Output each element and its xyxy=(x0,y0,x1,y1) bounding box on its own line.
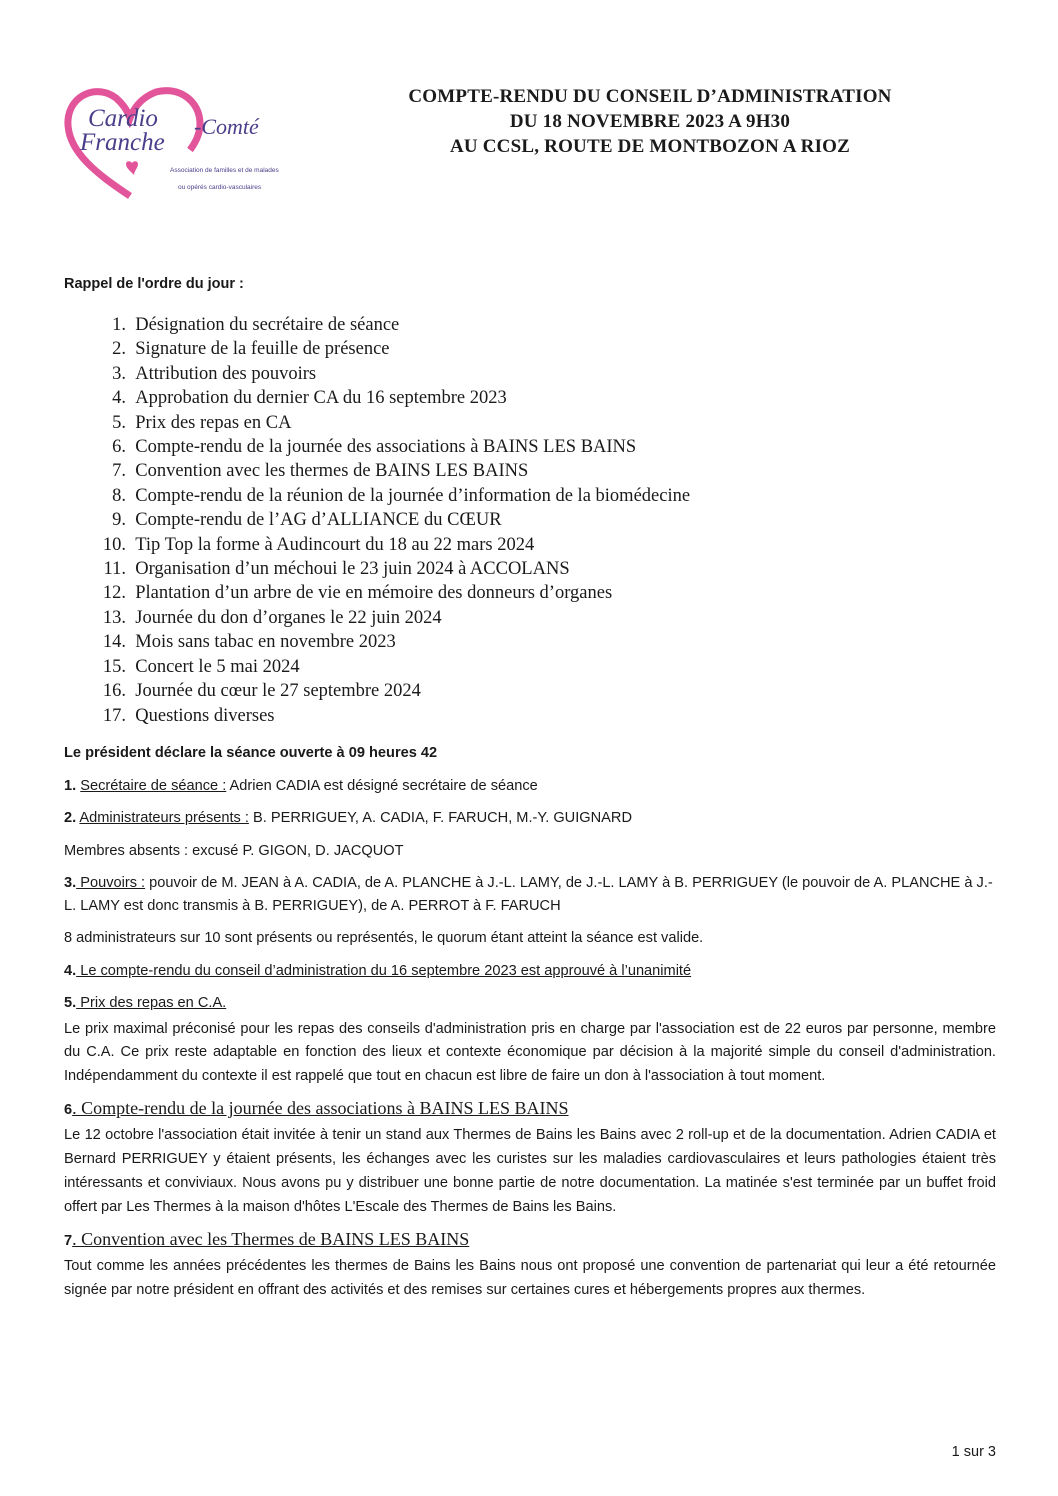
agenda-item-number: 17. xyxy=(102,705,126,726)
agenda-item xyxy=(88,362,690,386)
document-header xyxy=(330,84,970,159)
agenda-list xyxy=(88,313,690,728)
section-1-number: 1. xyxy=(64,777,77,794)
quorum-statement: 8 administrateurs sur 10 sont présents ou représentés, le quorum étant atteint la séance est valide. xyxy=(64,930,704,946)
agenda-item xyxy=(88,386,690,410)
agenda-item-text: Compte-rendu de la journée des associations à BAINS LES BAINS xyxy=(135,437,637,458)
section-1-title: Secrétaire de séance : xyxy=(80,777,227,794)
agenda-item-text: Compte-rendu de l’AG d’ALLIANCE du CŒUR xyxy=(135,510,502,531)
header-line-1: COMPTE-RENDU DU CONSEIL D’ADMINISTRATION xyxy=(408,86,892,107)
agenda-item-number: 15. xyxy=(102,656,126,677)
association-logo xyxy=(60,78,290,206)
agenda-item-text: Organisation d’un méchoui le 23 juin 2024 à ACCOLANS xyxy=(135,559,570,580)
agenda-item xyxy=(88,557,690,581)
agenda-item-number: 1. xyxy=(112,315,126,335)
agenda-item xyxy=(88,704,690,728)
section-6-number: 6 xyxy=(64,1101,73,1118)
section-3-number: 3. xyxy=(64,875,77,891)
agenda-item xyxy=(88,630,690,654)
agenda-item-number: 6. xyxy=(112,437,126,458)
agenda-item-text: Désignation du secrétaire de séance xyxy=(135,315,400,335)
agenda-item xyxy=(88,313,690,337)
agenda-item xyxy=(88,679,690,703)
agenda-item-number: 4. xyxy=(112,388,126,409)
agenda-item-text: Attribution des pouvoirs xyxy=(135,363,317,384)
section-6-title: . Compte-rendu de la journée des associations à BAINS LES BAINS xyxy=(72,1097,569,1118)
agenda-item-number: 11. xyxy=(103,559,126,580)
agenda-item xyxy=(88,508,690,532)
section-5-title: Prix des repas en C.A. xyxy=(76,995,227,1011)
logo-tagline-2: ou opérés cardio-vasculaires xyxy=(178,184,262,191)
agenda-item-text: Convention avec les thermes de BAINS LES BAINS xyxy=(135,461,529,482)
absent-members: Membres absents : excusé P. GIGON, D. JACQUOT xyxy=(64,842,404,859)
opening-statement: Le président déclare la séance ouverte à 09 heures 42 xyxy=(64,745,438,761)
section-2-text: B. PERRIGUEY, A. CADIA, F. FARUCH, M.-Y. GUIGNARD xyxy=(248,810,632,826)
agenda-item-number: 16. xyxy=(102,681,126,702)
agenda-item-number: 3. xyxy=(112,363,126,384)
agenda-item-number: 14. xyxy=(102,632,126,653)
minutes-body xyxy=(64,742,996,1307)
agenda-item-number: 9. xyxy=(112,510,126,531)
agenda-item-text: Concert le 5 mai 2024 xyxy=(135,656,300,677)
header-line-2: DU 18 NOVEMBRE 2023 A 9H30 xyxy=(509,111,791,132)
agenda-item xyxy=(88,606,690,630)
section-3-title: Pouvoirs : xyxy=(76,875,146,891)
agenda-item-text: Plantation d’un arbre de vie en mémoire des donneurs d’organes xyxy=(135,583,613,604)
agenda-item-number: 5. xyxy=(112,412,126,433)
agenda-item-text: Approbation du dernier CA du 16 septembre 2023 xyxy=(135,388,507,409)
logo-graphic xyxy=(60,78,290,206)
agenda-item-text: Mois sans tabac en novembre 2023 xyxy=(135,632,396,653)
agenda-item-text: Compte-rendu de la réunion de la journée d’information de la biomédecine xyxy=(135,485,691,506)
agenda-item-number: 12. xyxy=(102,583,126,604)
logo-tagline-1: Association de familles et de malades xyxy=(170,167,279,174)
section-1-text: Adrien CADIA est désigné secrétaire de séance xyxy=(226,777,538,794)
agenda-item-text: Questions diverses xyxy=(135,705,275,726)
agenda-title: Rappel de l'ordre du jour : xyxy=(64,276,244,292)
section-7-heading xyxy=(64,1228,996,1254)
agenda-item-text: Journée du cœur le 27 septembre 2024 xyxy=(135,681,421,702)
section-3 xyxy=(64,872,996,918)
section-7-text: Tout comme les années précédentes les thermes de Bains les Bains nous ont proposé une convention de partenariat qui leur a été retournée signée par notre président en offrant des activités et des remises sur certaines cures et hébergements propres aux thermes. xyxy=(64,1258,996,1298)
header-line-3: AU CCSL, ROUTE DE MONTBOZON A RIOZ xyxy=(449,136,851,157)
agenda-item-number: 7. xyxy=(112,461,126,482)
agenda-item-number: 10. xyxy=(102,534,126,555)
agenda-item xyxy=(88,411,690,435)
section-5-text: Le prix maximal préconisé pour les repas des conseils d'administration pris en charge par l'association est de 22 euros par personne, membre du C.A. Ce prix reste adaptable en fonction des lieux et contexte économique par décision à la majorité simple du conseil d'administration. Indépendamment du contexte il est rappelé que tout en chacun est libre de faire un don à l'association à tout moment. xyxy=(64,1020,996,1085)
logo-word-comte: -Comté xyxy=(194,114,259,139)
logo-word-franche: Franche xyxy=(80,129,165,156)
page-number: 1 sur 3 xyxy=(951,1444,996,1460)
section-1 xyxy=(64,775,996,799)
section-2 xyxy=(64,807,996,831)
agenda-item-text: Prix des repas en CA xyxy=(135,412,292,433)
agenda-item xyxy=(88,337,690,361)
agenda-item xyxy=(88,655,690,679)
section-7-number: 7 xyxy=(64,1232,73,1249)
logo-word-cardio: Cardio xyxy=(88,105,158,132)
section-7-title: . Convention avec les Thermes de BAINS LES BAINS xyxy=(72,1228,470,1249)
agenda-item-number: 2. xyxy=(112,339,126,360)
agenda-item-text: Tip Top la forme à Audincourt du 18 au 22 mars 2024 xyxy=(135,534,535,555)
section-6-text: Le 12 octobre l'association était invitée à tenir un stand aux Thermes de Bains les Bains avec 2 roll-up et de la documentation. Adrien CADIA et Bernard PERRIGUEY y étaient présents, les échanges avec les curistes sur les maladies cardiovasculaires et leurs pathologies étaient très intéressants et conviviaux. Nous avons pu y distribuer une bonne partie de notre documentation. La matinée s'est terminée par un buffet froid offert par Les Thermes à la maison d'hôtes L'Escale des Thermes de Bains les Bains. xyxy=(64,1127,996,1215)
agenda-item-text: Journée du don d’organes le 22 juin 2024 xyxy=(135,607,442,628)
section-4-number: 4. xyxy=(64,962,77,979)
agenda-item-text: Signature de la feuille de présence xyxy=(135,339,390,360)
agenda-item xyxy=(88,581,690,605)
small-heart-icon xyxy=(126,161,138,175)
section-5-heading xyxy=(64,992,996,1016)
section-2-title: Administrateurs présents : xyxy=(79,810,249,826)
agenda-item xyxy=(88,459,690,483)
section-3-text: pouvoir de M. JEAN à A. CADIA, de A. PLANCHE à J.-L. LAMY, de J.-L. LAMY à B. PERRIGUEY (le pouvoir de A. PLANCHE à J.-L. LAMY est donc transmis à B. PERRIGUEY), de A. PERROT à F. FARUCH xyxy=(64,875,993,914)
agenda-item xyxy=(88,533,690,557)
section-5-number: 5. xyxy=(64,995,77,1011)
agenda-item xyxy=(88,435,690,459)
section-4-title: Le compte-rendu du conseil d’administration du 16 septembre 2023 est approuvé à l’unanimité xyxy=(76,962,692,979)
section-6-heading xyxy=(64,1097,996,1123)
section-4 xyxy=(64,960,996,984)
agenda-item xyxy=(88,484,690,508)
agenda-item-number: 13. xyxy=(102,607,126,628)
agenda-item-number: 8. xyxy=(112,485,126,506)
section-2-number: 2. xyxy=(64,810,77,826)
